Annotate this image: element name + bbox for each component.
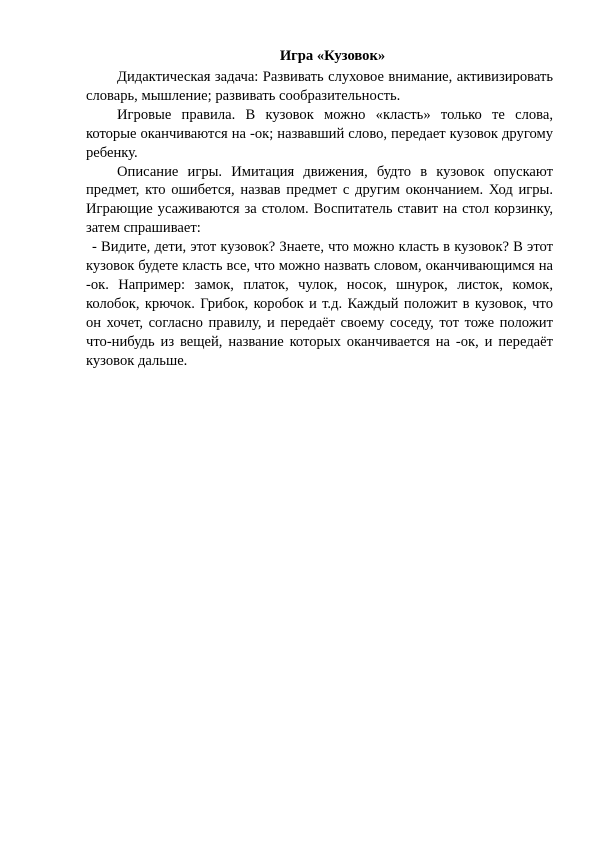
paragraph-task: Дидактическая задача: Развивать слуховое внимание, активизировать словарь, мышление; развивать сообразительность. (86, 69, 553, 104)
paragraph-rules: Игровые правила. В кузовок можно «класть» только те слова, которые оканчиваются на -ок; назвавший слово, передает кузовок другому ребенку. (86, 106, 553, 161)
page-title: Игра «Кузовок» (279, 48, 386, 64)
paragraph-teacher-speech: - Видите, дети, этот кузовок? Знаете, что можно класть в кузовок? В этот кузовок будете класть все, что можно назвать словом, оканчивающимся на -ок. Например: замок, платок, чулок, носок, шнурок, листок, комок, колобок, крючок. Грибок, коробок и т.д. Каждый положит в кузовок, что он хочет, согласно правилу, и передаёт своему соседу, тот тоже положит что-нибудь из вещей, название которых оканчивается на -ок, и передаёт кузовок дальше. (86, 239, 553, 369)
document-page (86, 47, 553, 371)
paragraph-description: Описание игры. Имитация движения, будто в кузовок опускают предмет, кто ошибется, назвав предмет с другим окончанием. Ход игры. Играющие усаживаются за столом. Воспитатель ставит на стол корзинку, затем спрашивает: (86, 163, 553, 237)
